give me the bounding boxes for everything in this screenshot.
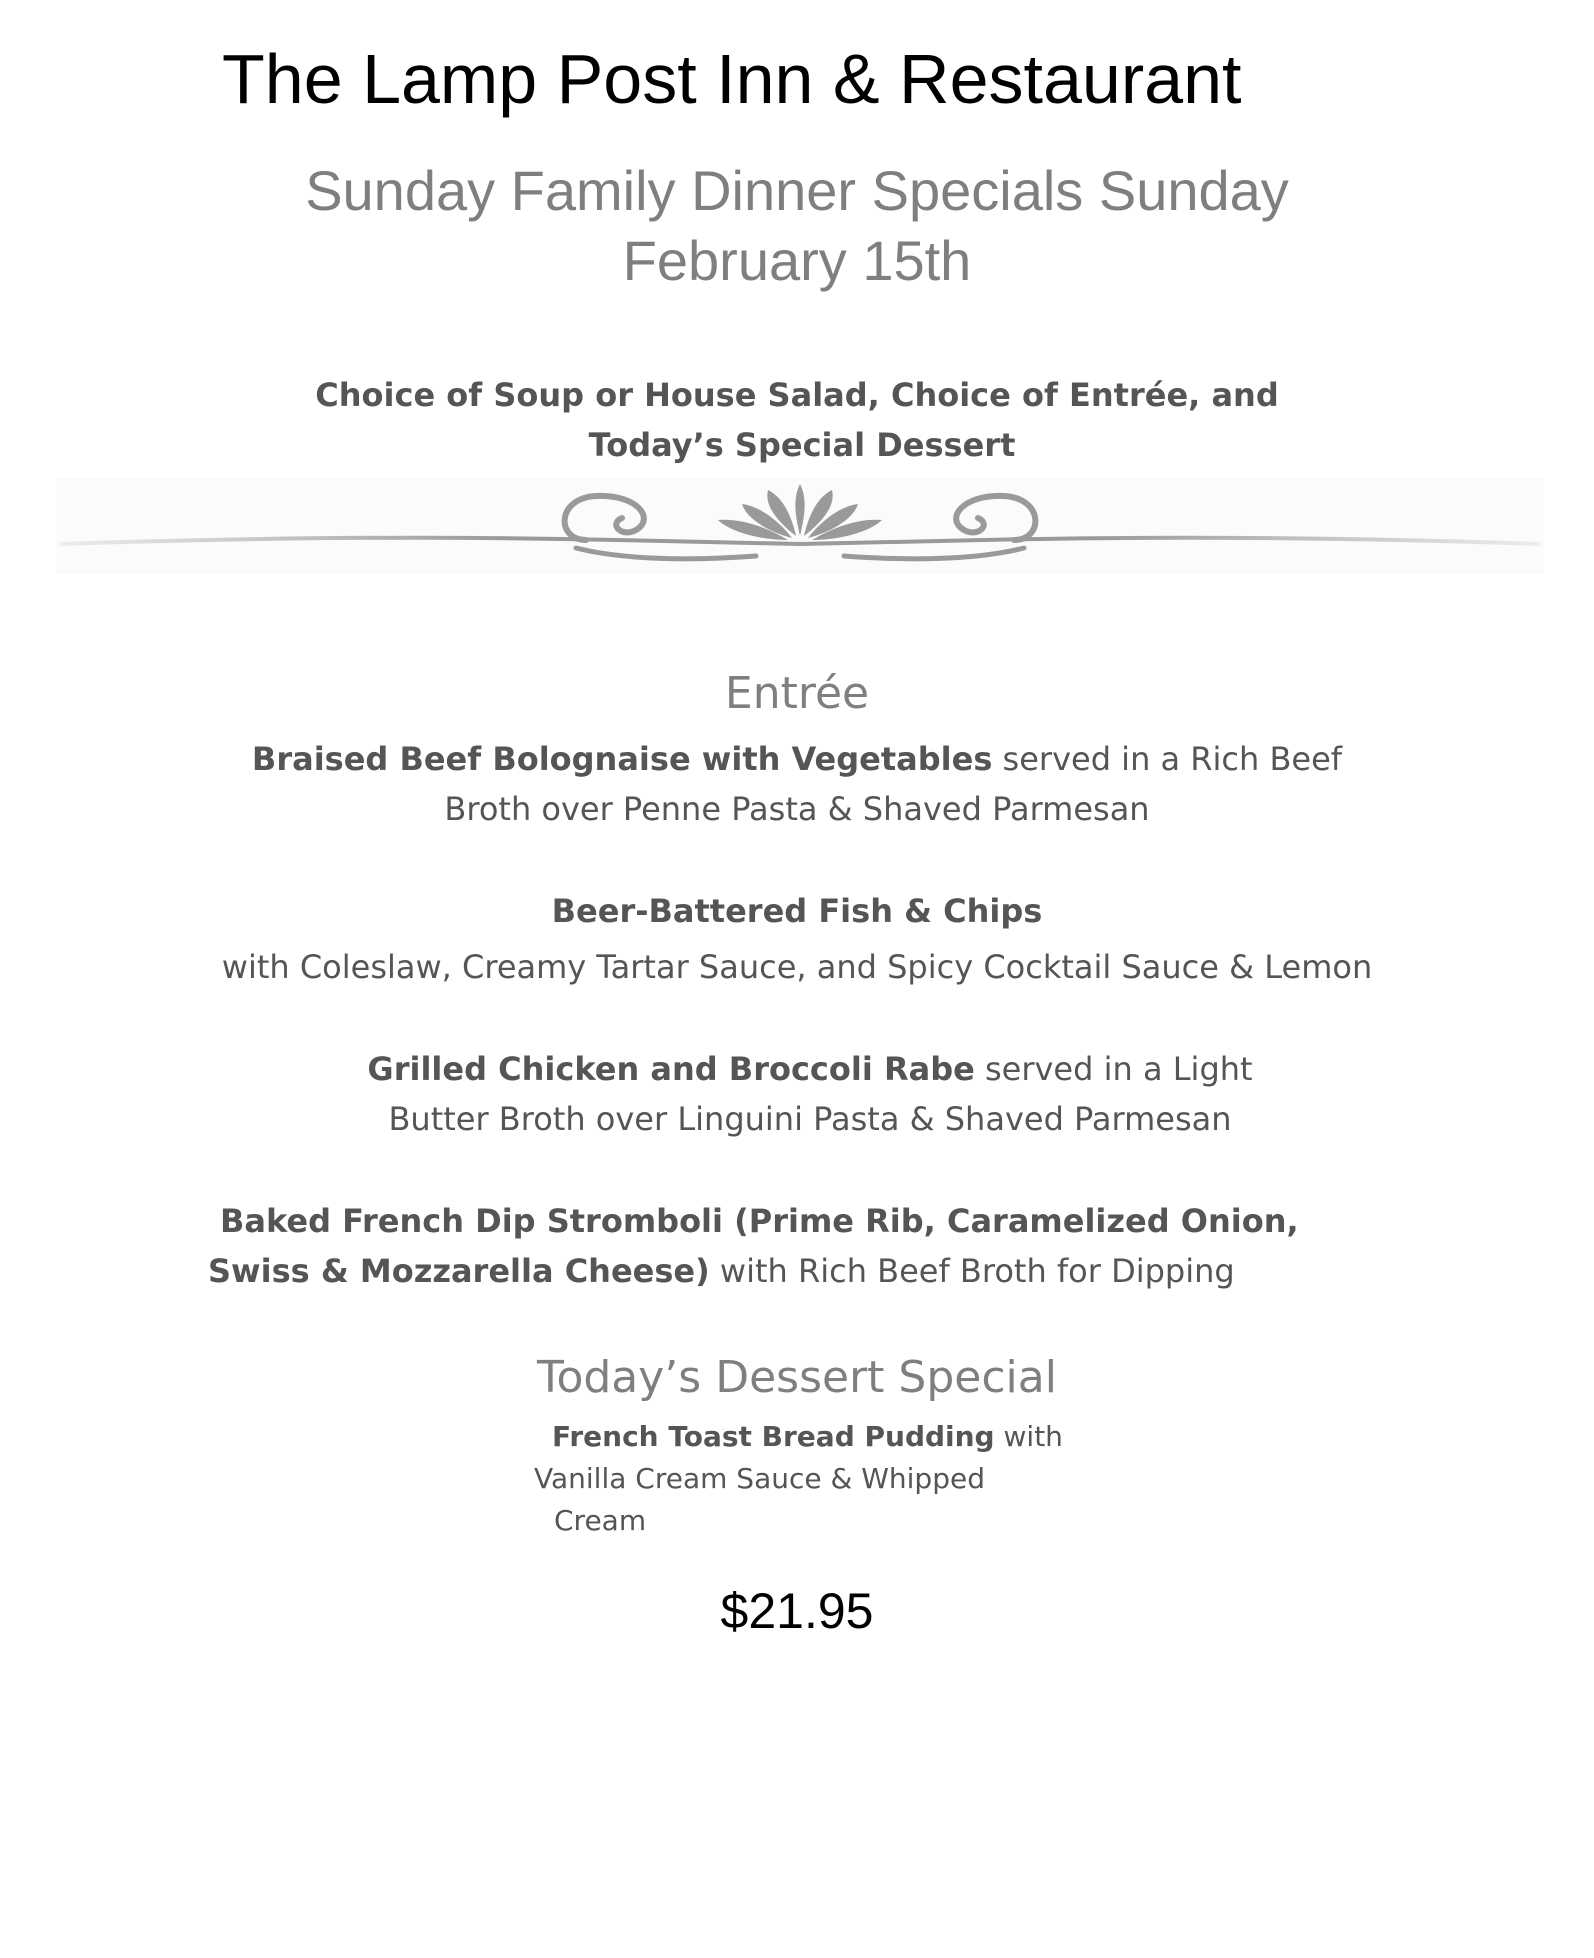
item-description: Vanilla Cream Sauce & Whipped bbox=[534, 1462, 985, 1495]
price: $21.95 bbox=[720, 1583, 874, 1639]
intro-line-2: Today’s Special Dessert bbox=[588, 426, 1016, 464]
item-description: with Rich Beef Broth for Dipping bbox=[709, 1252, 1235, 1290]
menu-intro bbox=[0, 370, 1594, 470]
item-line bbox=[26, 1044, 1594, 1094]
item-line bbox=[0, 886, 1594, 936]
entree-item-stromboli bbox=[0, 1196, 1594, 1296]
entree-item-bolognaise bbox=[0, 734, 1594, 834]
subtitle-line-1: Sunday Family Dinner Specials Sunday bbox=[305, 159, 1289, 222]
item-name: Baked French Dip Stromboli (Prime Rib, Caramelized Onion, bbox=[220, 1202, 1299, 1240]
item-description: Butter Broth over Linguini Pasta & Shaved Parmesan bbox=[388, 1100, 1232, 1138]
item-line bbox=[552, 1416, 1063, 1458]
item-name: Grilled Chicken and Broccoli Rabe bbox=[367, 1050, 975, 1088]
ornamental-divider-icon bbox=[56, 478, 1544, 574]
item-description: with bbox=[994, 1420, 1063, 1453]
intro-line-1: Choice of Soup or House Salad, Choice of Entrée, and bbox=[315, 376, 1279, 414]
item-name: French Toast Bread Pudding bbox=[552, 1420, 995, 1453]
entree-item-fish-chips bbox=[0, 886, 1594, 992]
dessert-item bbox=[0, 1416, 1594, 1546]
item-line bbox=[0, 1196, 1594, 1246]
entree-heading: Entrée bbox=[724, 668, 870, 719]
menu-subtitle bbox=[0, 156, 1594, 296]
item-name: Braised Beef Bolognaise with Vegetables bbox=[251, 740, 993, 778]
item-name: Beer-Battered Fish & Chips bbox=[551, 892, 1043, 930]
dessert-heading: Today’s Dessert Special bbox=[537, 1352, 1057, 1403]
item-description: served in a Light bbox=[974, 1050, 1253, 1088]
entree-item-chicken-rabe bbox=[0, 1044, 1594, 1144]
item-description: Cream bbox=[554, 1504, 647, 1537]
item-description: Broth over Penne Pasta & Shaved Parmesan bbox=[444, 790, 1150, 828]
item-description: with Coleslaw, Creamy Tartar Sauce, and Spicy Cocktail Sauce & Lemon bbox=[221, 948, 1373, 986]
item-line bbox=[0, 734, 1594, 784]
restaurant-name: The Lamp Post Inn & Restaurant bbox=[222, 40, 1242, 118]
subtitle-line-2: February 15th bbox=[622, 229, 972, 292]
item-description: served in a Rich Beef bbox=[992, 740, 1343, 778]
item-name: Swiss & Mozzarella Cheese) bbox=[208, 1252, 710, 1290]
item-line bbox=[0, 1246, 1594, 1296]
